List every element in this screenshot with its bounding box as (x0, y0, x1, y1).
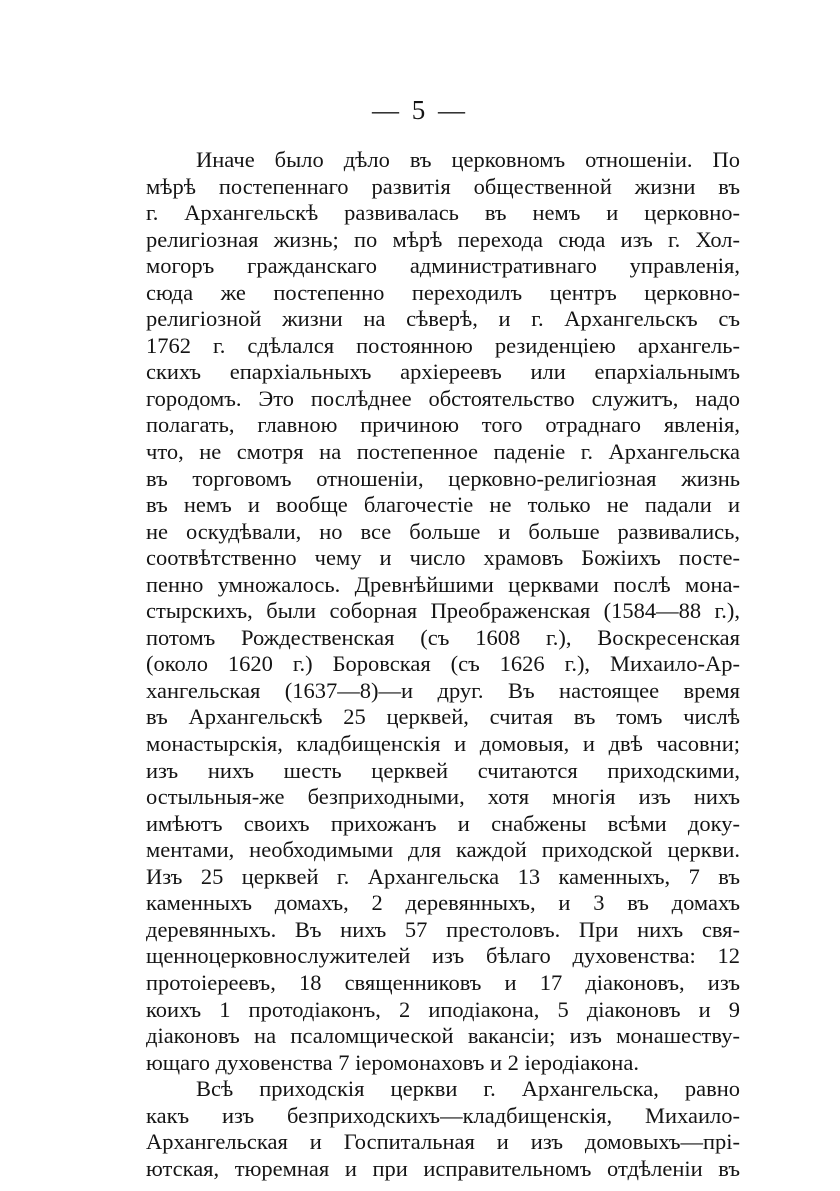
text-line: полагать, главною причиною того отраднаго явленія, (146, 412, 740, 438)
text-line: потомъ Рождественская (съ 1608 г.), Воскресенская (146, 624, 740, 650)
text-line: діаконовъ на псаломщической вакансіи; изъ монашеству- (146, 1023, 740, 1049)
text-line: хангельская (1637—8)—и друг. Въ настоящее время (146, 677, 740, 703)
page-number: — 5 — (372, 95, 468, 125)
text-line: ютская, тюремная и при исправительномъ отдѣленіи въ (146, 1155, 740, 1181)
text-line: могоръ гражданскаго административнаго управленія, (146, 253, 740, 279)
text-line: какъ изъ безприходскихъ—кладбищенскія, Михаило- (146, 1102, 740, 1128)
text-line: монастырскія, кладбищенскія и домовыя, и двѣ часовни; (146, 731, 740, 757)
text-line: религіозная жизнь; по мѣрѣ перехода сюда изъ г. Хол- (146, 226, 740, 252)
text-line: щенноцерковнослужителей изъ бѣлаго духовенства: 12 (146, 943, 740, 969)
text-line: пенно умножалось. Древнѣйшими церквами послѣ мона- (146, 571, 740, 597)
text-line: деревянныхъ. Въ нихъ 57 престоловъ. При нихъ свя- (146, 916, 740, 942)
text-line: 1762 г. сдѣлался постоянною резиденціею архангель- (146, 332, 740, 358)
text-line: изъ нихъ шесть церквей считаются приходскими, (146, 757, 740, 783)
text-line: въ торговомъ отношеніи, церковно-религіозная жизнь (146, 465, 740, 491)
text-line: въ Архангельскѣ 25 церквей, считая въ томъ числѣ (146, 704, 740, 730)
body-text (146, 147, 740, 1182)
text-line: сюда же постепенно переходилъ центръ церковно- (146, 279, 740, 305)
text-line: коихъ 1 протодіаконъ, 2 иподіакона, 5 діаконовъ и 9 (146, 996, 740, 1022)
text-line: Архангельская и Госпитальная и изъ домовыхъ—прі- (146, 1129, 740, 1155)
text-line: каменныхъ домахъ, 2 деревянныхъ, и 3 въ домахъ (146, 890, 740, 916)
text-line: имѣютъ своихъ прихожанъ и снабжены всѣми доку- (146, 810, 740, 836)
text-line: г. Архангельскѣ развивалась въ немъ и церковно- (146, 200, 740, 226)
text-line: что, не смотря на постепенное паденіе г. Архангельска (146, 439, 740, 465)
text-line: (около 1620 г.) Боровская (съ 1626 г.), Михаило-Ар- (146, 651, 740, 677)
text-line: скихъ епархіальныхъ архіереевъ или епархіальнымъ (146, 359, 740, 385)
text-line: соотвѣтственно чему и число храмовъ Божіихъ посте- (146, 545, 740, 571)
text-line: Изъ 25 церквей г. Архангельска 13 каменныхъ, 7 въ (146, 863, 740, 889)
text-line: протоіереевъ, 18 священниковъ и 17 діаконовъ, изъ (146, 969, 740, 995)
text-line: Иначе было дѣло въ церковномъ отношеніи. По (196, 147, 740, 172)
text-line: городомъ. Это послѣднее обстоятельство служитъ, надо (146, 385, 740, 411)
text-line: стырскихъ, были соборная Преображенская (1584—88 г.), (146, 598, 740, 624)
text-line: мѣрѣ постепеннаго развитія общественной жизни въ (146, 173, 740, 199)
text-line: религіозной жизни на сѣверѣ, и г. Архангельскъ съ (146, 306, 740, 332)
text-line: Всѣ приходскія церкви г. Архангельска, равно (196, 1076, 740, 1102)
text-line: ментами, необходимыми для каждой приходской церкви. (146, 837, 740, 863)
text-line: ющаго духовенства 7 іеромонаховъ и 2 іеродіакона. (146, 1049, 639, 1075)
text-line: въ немъ и вообще благочестіе не только не падали и (146, 492, 740, 518)
text-line: не оскудѣвали, но все больше и больше развивались, (146, 518, 740, 544)
text-line: остыльныя-же безприходными, хотя многія изъ нихъ (146, 784, 740, 810)
